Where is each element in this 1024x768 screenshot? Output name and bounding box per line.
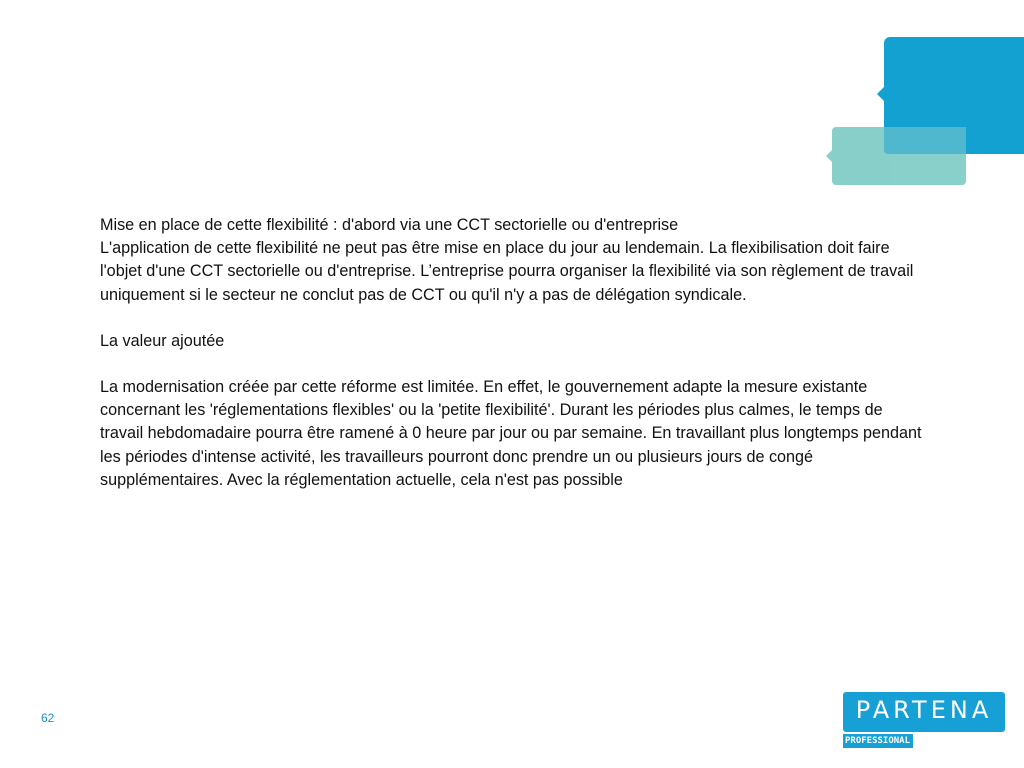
page-number: 62 bbox=[41, 711, 55, 725]
body-paragraph-2: La modernisation créée par cette réforme est limitée. En effet, le gouvernement adapte la mesure existante concernant les 'réglementations flexibles' ou la 'petite flexibilité'. Durant les périodes plus calmes, le temps de travail hebdomadaire pourra être ramené à 0 heure par jour ou par semaine. En travaillant plus longtemps pendant les périodes d'intense activité, les travailleurs pourront donc prendre un ou plusieurs jours de congé supplémentaires. Avec la réglementation actuelle, cela n'est pas possible bbox=[100, 378, 922, 489]
speech-bubble-overlap bbox=[884, 127, 966, 154]
slide-body bbox=[100, 214, 930, 492]
partena-logo bbox=[843, 688, 1005, 748]
section-subheading: La valeur ajoutée bbox=[100, 331, 225, 350]
section-heading: Mise en place de cette flexibilité : d'abord via une CCT sectorielle ou d'entreprise bbox=[100, 216, 679, 234]
spacer bbox=[100, 353, 930, 376]
spacer bbox=[100, 307, 930, 330]
logo-tagline: PROFESSIONAL bbox=[845, 736, 911, 746]
body-paragraph-1: L'application de cette flexibilité ne peut pas être mise en place du jour au lendemain. La flexibilisation doit faire l'objet d'une CCT sectorielle ou d'entreprise. L’entreprise pourra organiser la flexibilité via son règlement de travail uniquement si le secteur ne conclut pas de CCT ou qu'il n'y a pas de délégation syndicale. bbox=[100, 239, 914, 304]
logo-name: PARTENA bbox=[855, 696, 993, 724]
